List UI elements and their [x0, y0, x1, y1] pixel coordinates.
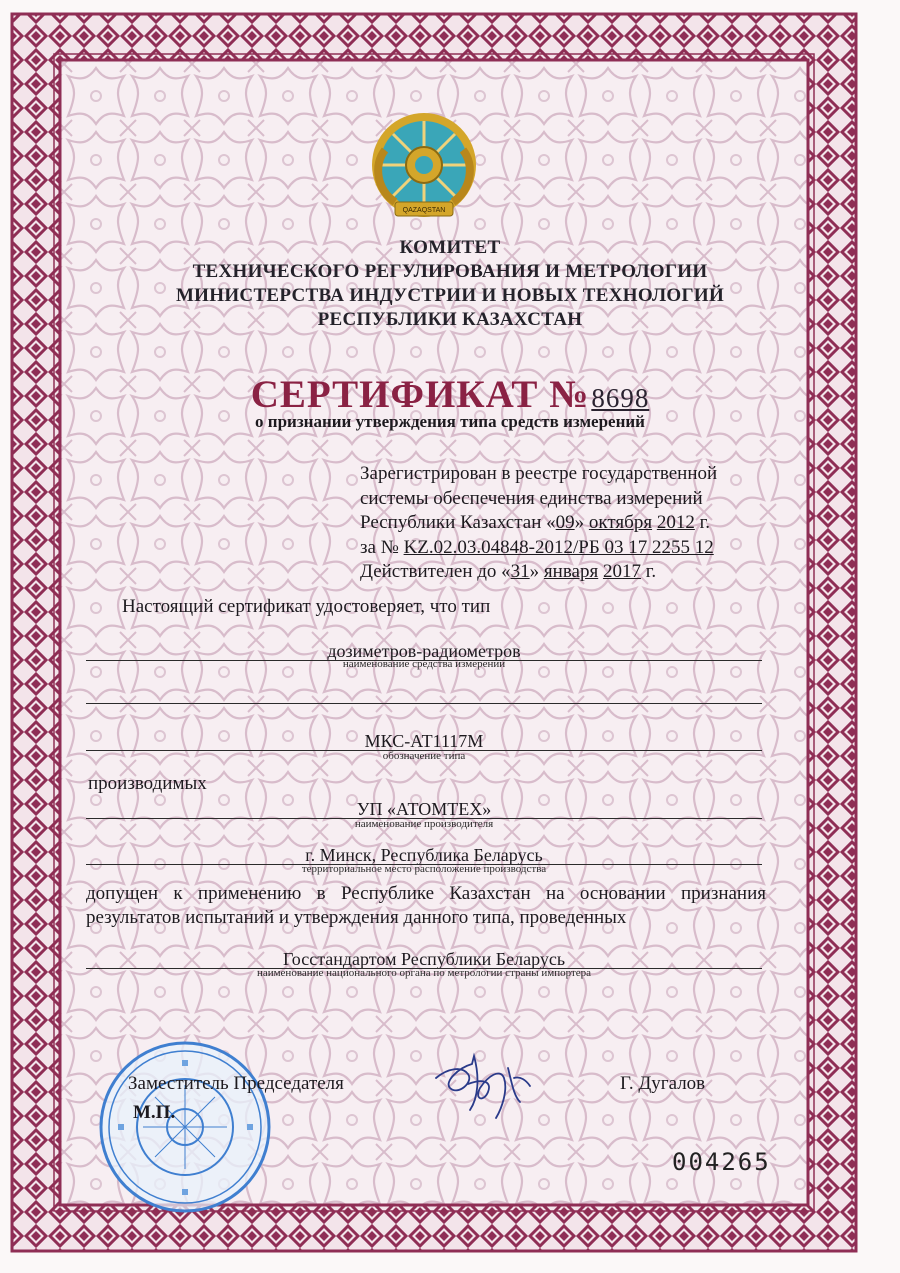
- registration-date-line: [360, 511, 790, 536]
- underline: [86, 703, 762, 704]
- production-location: г. Минск, Республика Беларусь: [305, 845, 543, 865]
- text-fragment: за №: [360, 536, 404, 558]
- type-caption: обозначение типа: [382, 750, 466, 762]
- text-fragment: Республики Казахстан «: [360, 512, 556, 533]
- serial-number: 004265: [672, 1148, 771, 1176]
- registration-year: 2012: [656, 512, 695, 533]
- authority-name: Госстандартом Республики Беларусь: [282, 949, 566, 969]
- instrument-caption: наименование средства измерений: [342, 658, 506, 670]
- committee-line: КОМИТЕТ: [399, 237, 501, 258]
- seal-label: М.П.: [133, 1102, 176, 1123]
- manufacturer-name: УП «АТОМТЕХ»: [356, 799, 492, 819]
- committee-line: РЕСПУБЛИКИ КАЗАХСТАН: [317, 309, 583, 330]
- committee-heading: [0, 236, 900, 332]
- text-fragment: »: [574, 512, 589, 533]
- admission-text: допущен к применению в Республике Казахстан на основании признания результатов испытаний и утверждения данного типа, проведенных: [86, 883, 766, 928]
- intro-text: Настоящий сертификат удостоверяет, что тип: [122, 596, 491, 617]
- validity-line: [360, 560, 790, 585]
- produced-label: производимых: [88, 773, 207, 794]
- text-fragment: Действителен до «: [360, 561, 511, 582]
- committee-line: МИНИСТЕРСТВА ИНДУСТРИИ И НОВЫХ ТЕХНОЛОГИЙ: [175, 285, 725, 306]
- text-fragment: »: [529, 561, 544, 582]
- instrument-name: дозиметров-радиометров: [327, 641, 521, 661]
- location-caption: территориальное место расположение производства: [301, 863, 547, 875]
- type-designation: МКС-АТ1117М: [364, 731, 484, 751]
- valid-year: 2017: [602, 561, 641, 582]
- registration-line: системы обеспечения единства измерений: [360, 487, 703, 509]
- valid-month: января: [543, 561, 599, 582]
- valid-day: 31: [510, 561, 530, 582]
- signatory-position: Заместитель Председателя: [128, 1073, 344, 1094]
- official-stamp-icon: [98, 1040, 273, 1215]
- handwritten-signature: [428, 1038, 538, 1128]
- emblem-text: QAZAQSTAN: [402, 207, 446, 214]
- signatory-name: Г. Дугалов: [620, 1073, 706, 1094]
- kazakhstan-emblem-icon: [365, 110, 483, 220]
- certificate-subtitle: о признании утверждения типа средств измерений: [255, 412, 645, 431]
- certificate-title: [0, 372, 900, 417]
- certificate-number: 8698: [591, 383, 650, 413]
- registration-block: [360, 462, 790, 585]
- registration-number-line: [360, 536, 790, 561]
- committee-line: ТЕХНИЧЕСКОГО РЕГУЛИРОВАНИЯ И МЕТРОЛОГИИ: [192, 261, 708, 282]
- registration-line: Зарегистрирован в реестре государственной: [360, 463, 718, 484]
- authority-caption: наименование национального органа по метрологии страны импортера: [256, 967, 592, 979]
- registration-month: октября: [588, 512, 653, 533]
- text-fragment: г.: [694, 512, 710, 533]
- manufacturer-caption: наименование производителя: [354, 818, 494, 830]
- certificate-title-label: СЕРТИФИКАТ №: [250, 373, 590, 416]
- text-fragment: г.: [640, 561, 657, 582]
- registration-day: 09: [555, 512, 575, 533]
- registration-number: KZ.02.03.04848-2012/РБ 03 17 2255 12: [403, 536, 714, 558]
